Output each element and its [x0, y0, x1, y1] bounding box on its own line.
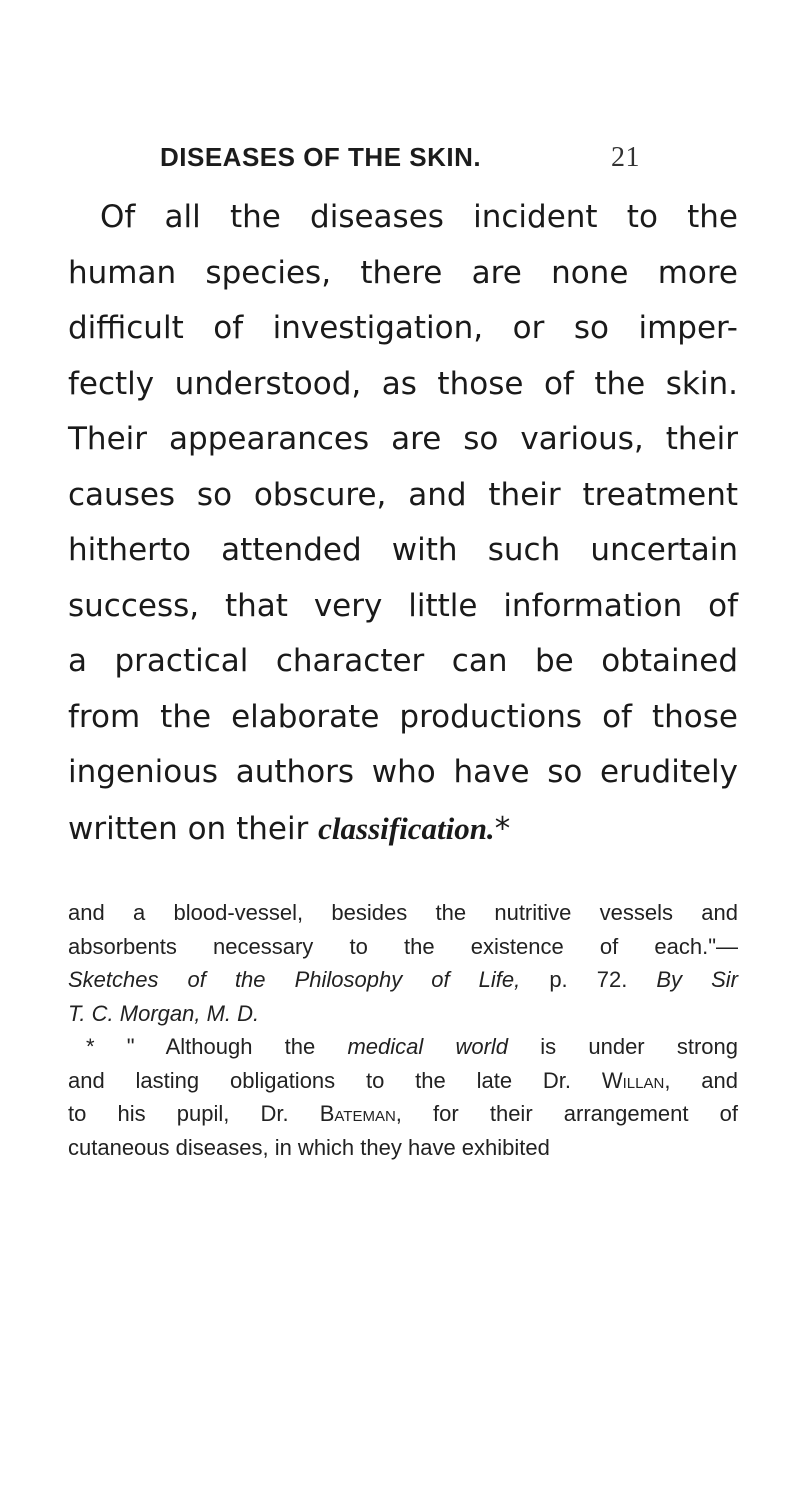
- footnote-line: [68, 1030, 738, 1064]
- footnote-citation-line: [68, 963, 738, 997]
- footnote-text: , and: [664, 1067, 738, 1093]
- footnote-italic: medical world: [347, 1034, 509, 1059]
- paragraph-line: hitherto attended with such uncertain: [68, 532, 738, 568]
- paragraph-line: fectly understood, as those of the skin.: [68, 365, 738, 402]
- paragraph-line: success, that very little information of: [68, 587, 738, 624]
- citation-author-prefix: By Sir: [656, 967, 738, 992]
- running-head: [160, 142, 640, 182]
- paragraph-line: Of all the diseases incident to the: [100, 199, 738, 235]
- footnote-line: [68, 1097, 738, 1131]
- citation-page: p. 72.: [520, 967, 657, 992]
- footnote-text: and lasting obligations to the late Dr.: [68, 1067, 602, 1093]
- footnote-name: Bateman: [319, 1101, 396, 1126]
- footnote-line: and a blood-vessel, besides the nutritive vessels and: [68, 900, 738, 925]
- paragraph-line: Their appearances are so various, their: [68, 421, 738, 457]
- paragraph-line: causes so obscure, and their treatment: [68, 476, 738, 513]
- paragraph-last-line: [68, 801, 738, 857]
- paragraph-line: from the elaborate productions of those: [68, 698, 738, 735]
- footnote-text: is under strong: [508, 1034, 738, 1059]
- footnotes: [68, 896, 738, 1164]
- italic-classification: classification.: [318, 810, 495, 846]
- footnote-marker: *: [494, 810, 511, 847]
- citation-author: T. C. Morgan, M. D.: [68, 1000, 260, 1026]
- paragraph-line: ingenious authors who have so eruditely: [68, 754, 738, 790]
- footnote-line: cutaneous diseases, in which they have exhibited: [68, 1134, 550, 1160]
- footnote-text: , for their arrangement of: [395, 1101, 738, 1126]
- footnote-line: [68, 1064, 738, 1098]
- running-title: DISEASES OF THE SKIN.: [160, 142, 482, 172]
- footnote-text: * " Although the: [86, 1034, 348, 1059]
- main-paragraph: [68, 190, 738, 856]
- last-line-text: written on their: [68, 810, 319, 847]
- footnote-name: Willan: [601, 1067, 665, 1093]
- paragraph-line: difficult of investigation, or so imper-: [68, 310, 738, 346]
- footnote-text: to his pupil, Dr.: [68, 1101, 320, 1126]
- paragraph-line: human species, there are none more: [68, 254, 738, 291]
- citation-title: Sketches of the Philosophy of Life,: [68, 967, 521, 992]
- footnote-line: absorbents necessary to the existence of each."—: [68, 933, 738, 959]
- footnote-author-line: [68, 997, 738, 1031]
- paragraph-line: a practical character can be obtained: [68, 643, 738, 679]
- page-number: 21: [611, 142, 640, 173]
